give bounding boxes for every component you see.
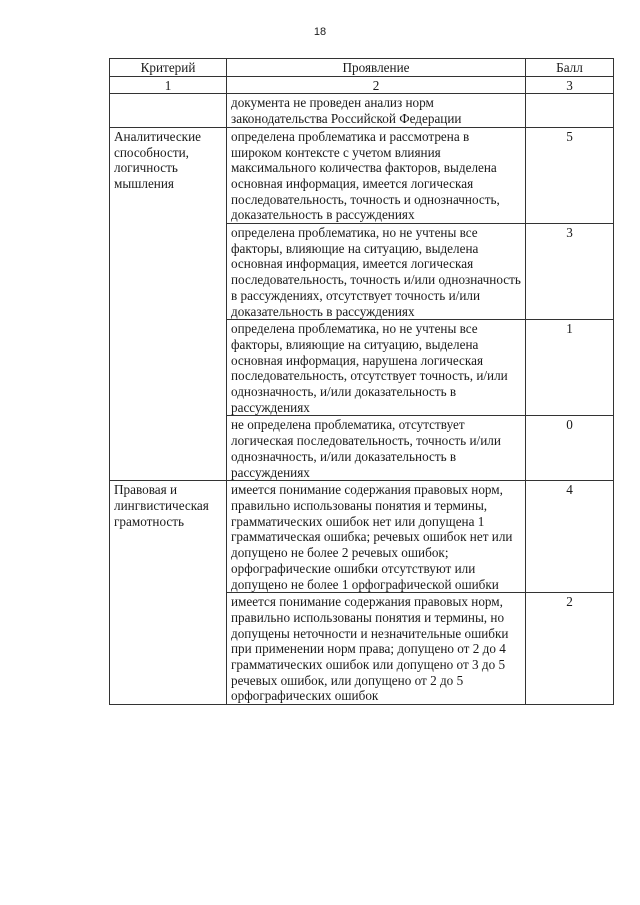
manifestation-cell: не определена проблематика, отсутствует логическая последовательность, точность и/или однозначность, и/или доказательность в рассуждениях: [227, 416, 526, 481]
header-score: Балл: [526, 59, 614, 77]
column-number-2: 2: [227, 76, 526, 94]
score-cell: 1: [526, 320, 614, 416]
criterion-cell-empty: [110, 94, 227, 127]
column-number-3: 3: [526, 76, 614, 94]
score-cell: 2: [526, 593, 614, 705]
score-cell: 4: [526, 481, 614, 593]
table-header-row: [110, 59, 614, 77]
header-criterion: Критерий: [110, 59, 227, 77]
manifestation-cell: определена проблематика и рассмотрена в широком контексте с учетом влияния максимального количества факторов, выделена основная информация, имеется логическая последовательность, точность и однозначность, доказательность в рассуждениях: [227, 127, 526, 223]
score-cell: 5: [526, 127, 614, 223]
score-cell: 3: [526, 224, 614, 320]
column-number-row: [110, 76, 614, 94]
table-row: [110, 127, 614, 223]
score-cell-empty: [526, 94, 614, 127]
score-cell: 0: [526, 416, 614, 481]
header-manifestation: Проявление: [227, 59, 526, 77]
table-row: [110, 94, 614, 127]
criterion-cell: Правовая и лингвистическая грамотность: [110, 481, 227, 705]
page-number: 18: [313, 26, 327, 38]
manifestation-cell: имеется понимание содержания правовых норм, правильно использованы понятия и термины, грамматических ошибок нет или допущена 1 грамматическая ошибка; речевых ошибок нет или допущено не более 2 речевых ошибок; орфографические ошибки отсутствуют или допущено не более 1 орфографической ошибки: [227, 481, 526, 593]
manifestation-cell: определена проблематика, но не учтены все факторы, влияющие на ситуацию, выделена основная информация, имеется логическая последовательность, точность и/или однозначность в рассуждениях, отсутствует точность и/или доказательность в рассуждениях: [227, 224, 526, 320]
manifestation-cell: определена проблематика, но не учтены все факторы, влияющие на ситуацию, выделена основная информация, нарушена логическая последовательность, отсутствует точность, и/или однозначность, и/или доказательность в рассуждениях: [227, 320, 526, 416]
manifestation-cell: документа не проведен анализ норм законодательства Российской Федерации: [227, 94, 526, 127]
table-row: [110, 481, 614, 593]
manifestation-cell: имеется понимание содержания правовых норм, правильно использованы понятия и термины, но допущены неточности и незначительные ошибки при применении норм права; допущено от 2 до 4 грамматических ошибок или допущено от 3 до 5 речевых ошибок, или допущено от 2 до 5 орфографических ошибок: [227, 593, 526, 705]
criterion-cell: Аналитические способности, логичность мышления: [110, 127, 227, 480]
criteria-table: [109, 58, 614, 705]
column-number-1: 1: [110, 76, 227, 94]
